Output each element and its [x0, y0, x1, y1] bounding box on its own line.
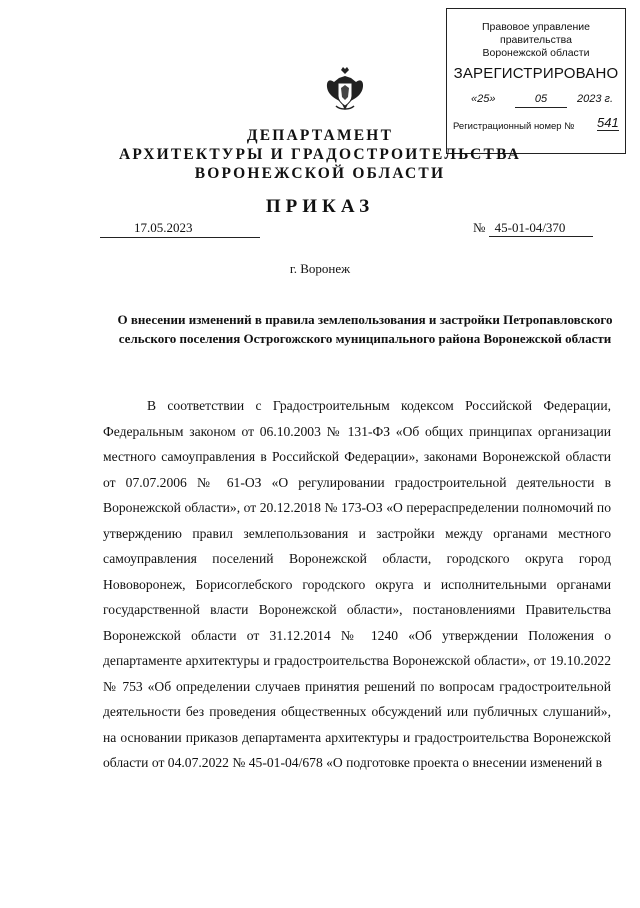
document-type: ПРИКАЗ	[265, 196, 375, 217]
stamp-reg-number: 541	[597, 115, 619, 130]
department-line-1: ДЕПАРТАМЕНТ	[246, 127, 394, 144]
stamp-reg-label: Регистрационный номер №	[453, 121, 575, 132]
department-line-2: АРХИТЕКТУРЫ И ГРАДОСТРОИТЕЛЬСТВА	[118, 146, 522, 163]
order-number: 45-01-04/370	[489, 220, 593, 237]
stamp-organization	[447, 21, 625, 60]
order-number-block	[473, 220, 593, 238]
stamp-date-year: 2023 г.	[577, 93, 614, 105]
stamp-status: ЗАРЕГИСТРИРОВАНО	[453, 65, 619, 82]
number-sign: №	[473, 220, 486, 235]
stamp-org-line2: Воронежской области	[482, 47, 590, 59]
order-date: 17.05.2023	[100, 220, 260, 238]
stamp-date-day: «25»	[471, 93, 496, 105]
stamp-date-month: 05	[515, 93, 567, 108]
department-line-3: ВОРОНЕЖСКОЙ ОБЛАСТИ	[194, 165, 446, 182]
coat-of-arms-icon	[324, 66, 366, 116]
order-title: О внесении изменений в правила землепользования и застройки Петропавловского сельского поселения Острогожского муниципального района Воронежской области	[117, 312, 613, 346]
order-body-paragraph: В соответствии с Градостроительным кодексом Российской Федерации, Федеральным законом от 06.10.2003 № 131-ФЗ «Об общих принципах организации местного самоуправления в Российской Федерации», законами Воронежской области от 07.07.2006 № 61-ОЗ «О регулировании градостроительной деятельности в Воронежской области», от 20.12.2018 № 173-ОЗ «О перераспределении полномочий по утверждению правил землепользования и застройки между органами местного самоуправления поселений Воронежской области, городского округа город Нововоронеж, Борисоглебского городского округа и исполнительными органами государственной власти Воронежской области», постановлениями Правительства Воронежской области от 31.12.2014 № 1240 «Об утверждении Положения о департаменте архитектуры и градостроительства Воронежской области», от 19.10.2022 № 753 «Об определении случаев принятия решений по вопросам градостроительной деятельности без проведения общественных обсуждений или публичных слушаний», на основании приказов департамента архитектуры и градостроительства Воронежской области от 04.07.2022 № 45-01-04/678 «О подготовке проекта о внесении изменений в	[103, 398, 611, 770]
city: г. Воронеж	[289, 261, 351, 276]
stamp-org-line1: Правовое управление правительства	[481, 21, 590, 46]
